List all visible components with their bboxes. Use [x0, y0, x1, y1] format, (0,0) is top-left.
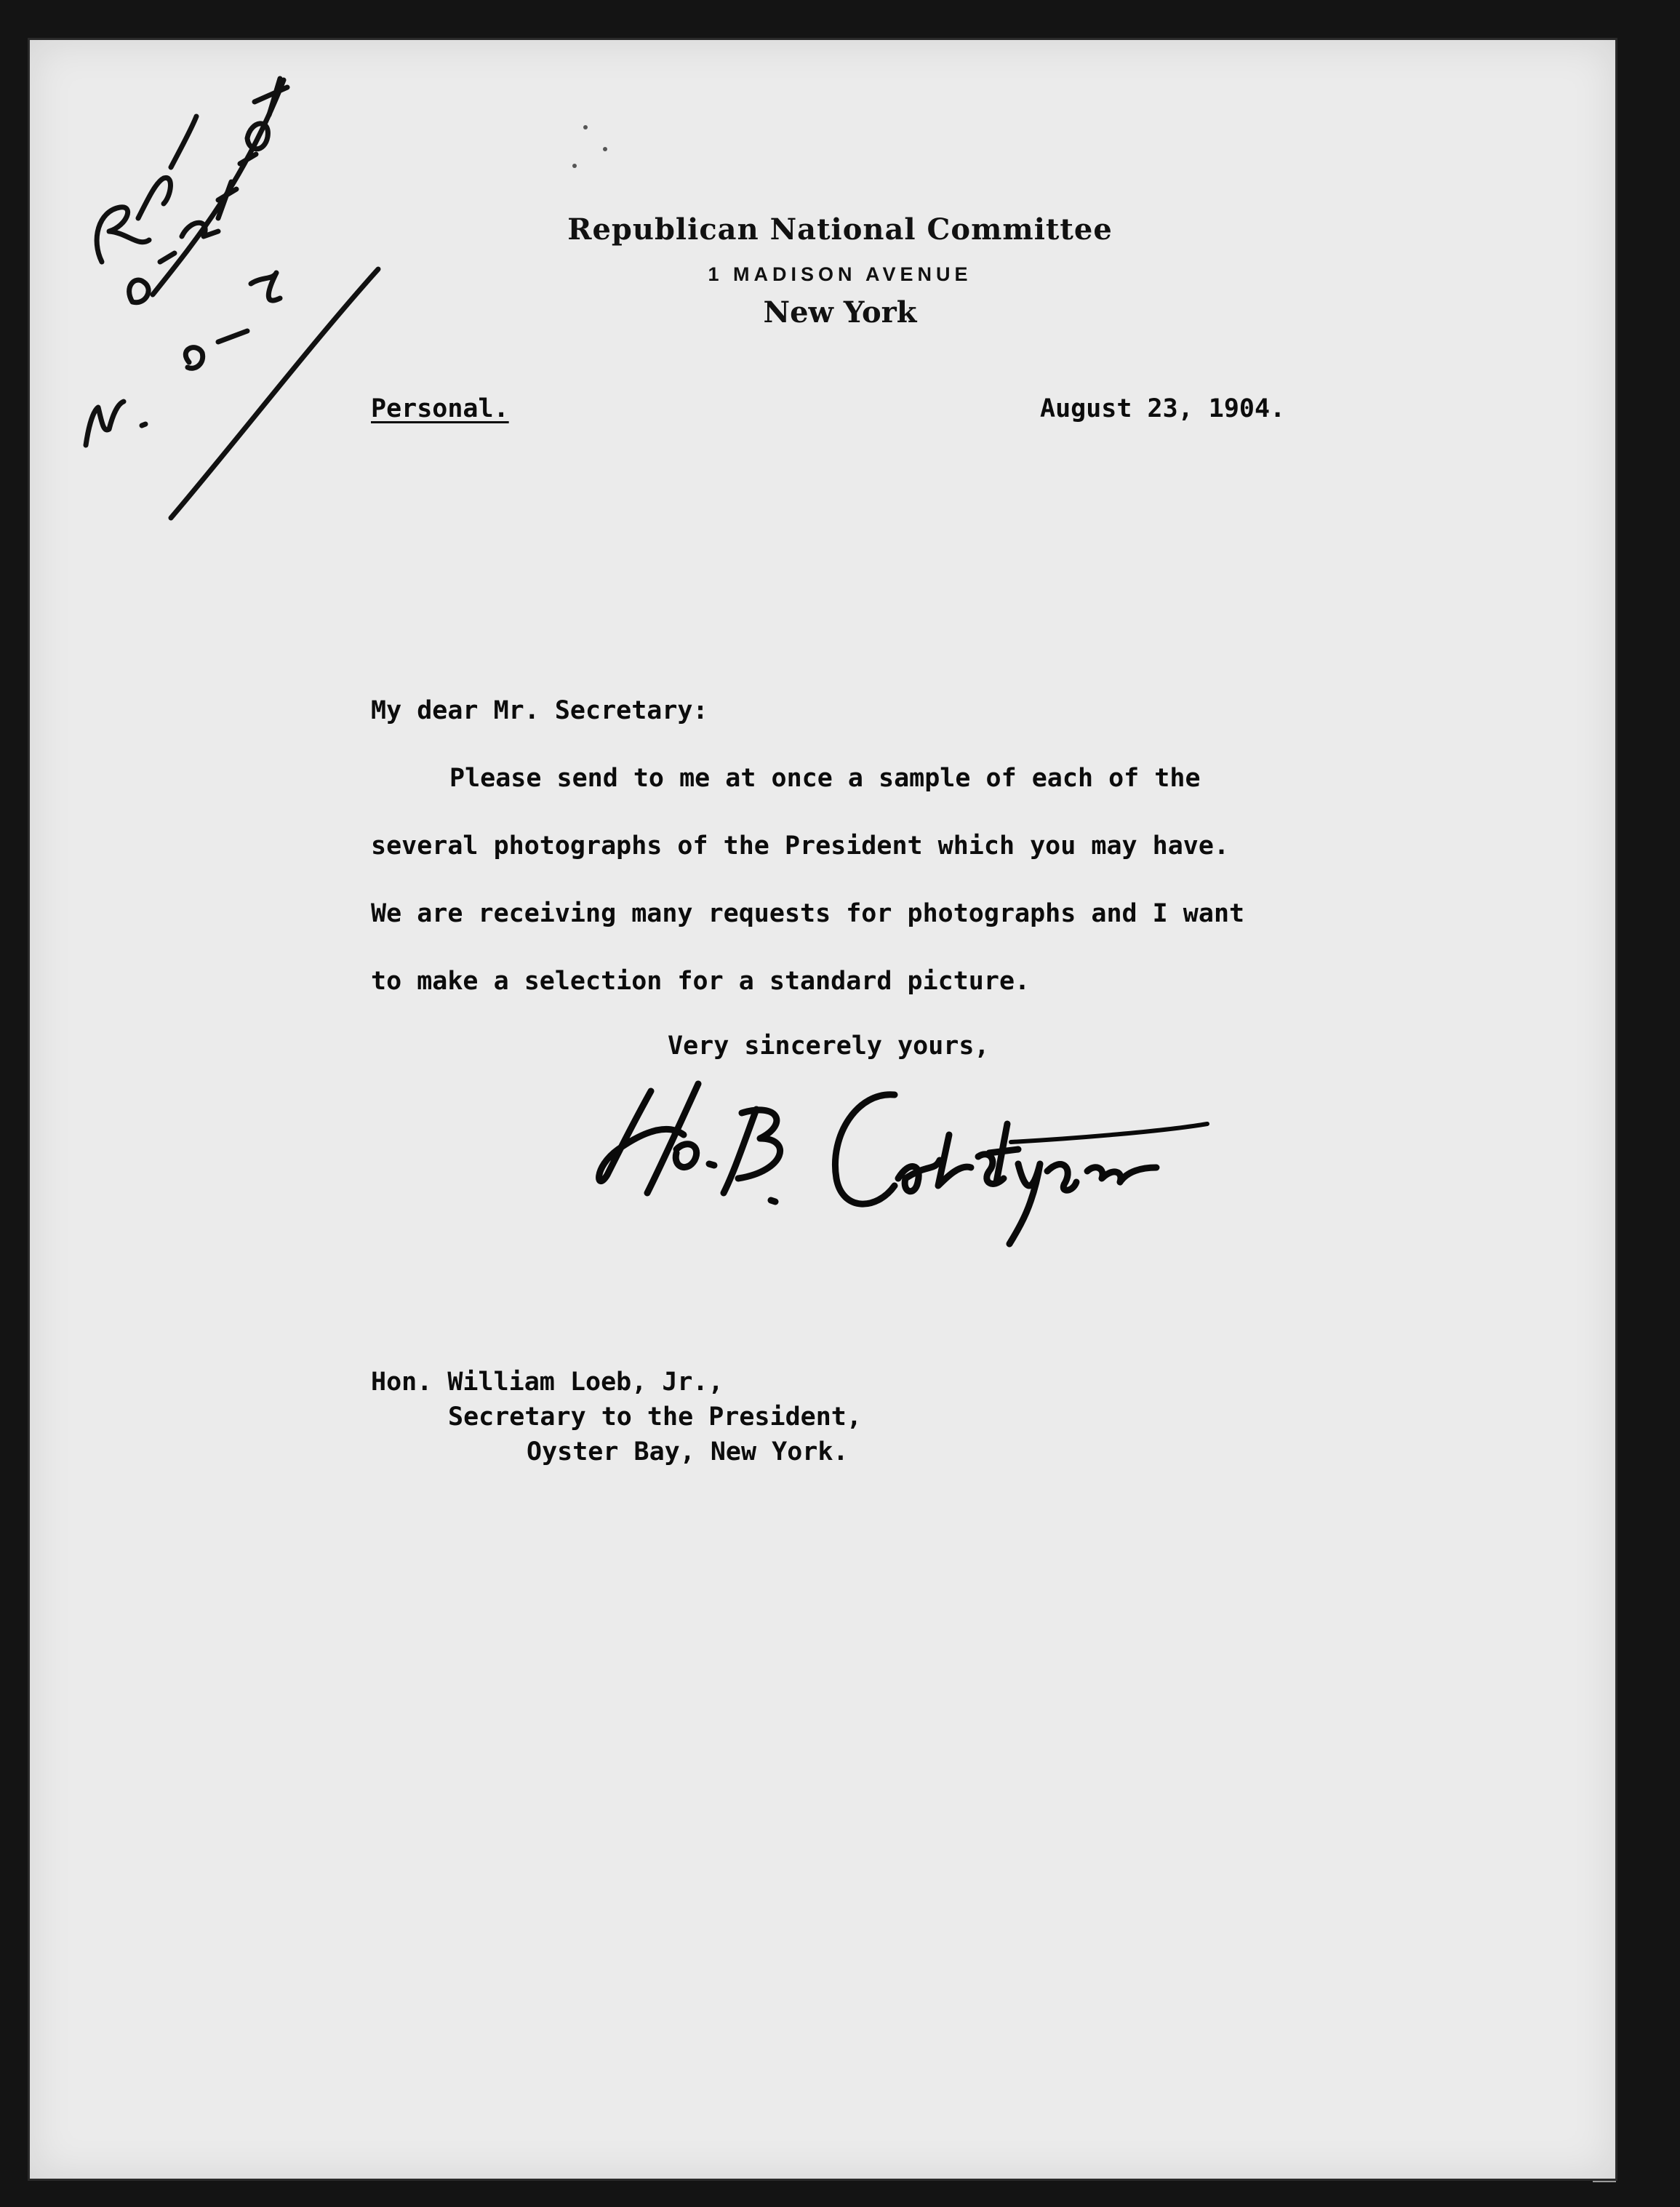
- body-line-3: We are receiving many requests for photographs and I want: [371, 899, 1245, 928]
- body-line-1: Please send to me at once a sample of each of the: [449, 764, 1201, 793]
- body-line-4: to make a selection for a standard picture.: [371, 967, 1031, 996]
- recipient-title: Secretary to the President,: [448, 1402, 862, 1432]
- letterhead-organization: Republican National Committee: [567, 212, 1113, 247]
- letter-date: August 23, 1904.: [1040, 394, 1286, 423]
- letterhead-city: New York: [763, 295, 917, 330]
- salutation: My dear Mr. Secretary:: [371, 696, 708, 725]
- personal-label: Personal.: [371, 394, 509, 423]
- body-line-2: several photographs of the President which you may have.: [371, 831, 1230, 861]
- signature-B-stroke: [724, 1109, 780, 1193]
- signature-underline-stroke: [1011, 1124, 1207, 1142]
- letterhead-address: 1 MADISON AVENUE: [708, 263, 972, 285]
- closing: Very sincerely yours,: [668, 1031, 990, 1061]
- recipient-location: Oyster Bay, New York.: [527, 1437, 849, 1466]
- recipient-name: Hon. William Loeb, Jr.,: [371, 1368, 724, 1397]
- signature-C-stroke: [835, 1095, 895, 1204]
